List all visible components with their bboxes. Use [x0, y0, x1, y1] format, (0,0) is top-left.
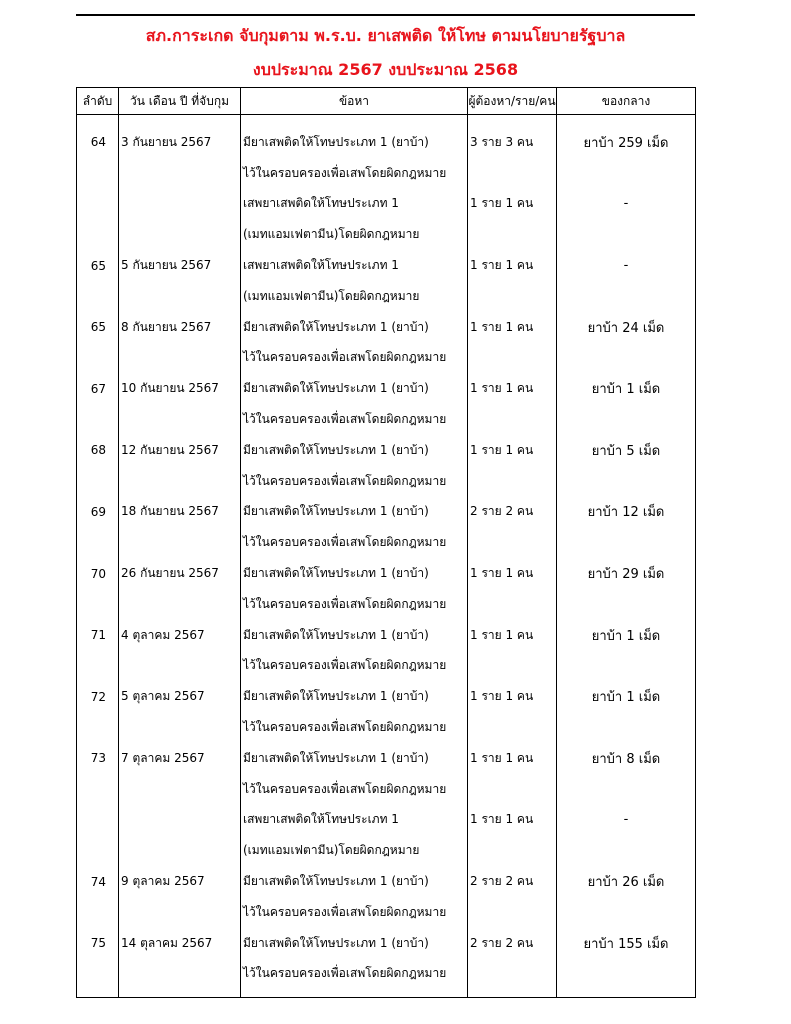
cell-charge: เสพยาเสพติดให้โทษประเภท 1	[241, 189, 468, 220]
cell-no	[77, 466, 119, 497]
cell-charge: ไว้ในครอบครองเพื่อเสพโดยผิดกฎหมาย	[241, 712, 468, 743]
cell-date	[119, 343, 241, 374]
cell-evidence	[557, 897, 696, 928]
cell-evidence	[557, 158, 696, 189]
cell-no	[77, 404, 119, 435]
cell-count	[468, 774, 557, 805]
cell-date	[119, 835, 241, 866]
cell-count	[468, 897, 557, 928]
cell-count	[468, 835, 557, 866]
table-row	[77, 189, 696, 220]
cell-date: 10 กันยายน 2567	[119, 373, 241, 404]
cell-charge: เสพยาเสพติดให้โทษประเภท 1	[241, 250, 468, 281]
cell-no: 67	[77, 373, 119, 404]
table-row	[77, 435, 696, 466]
table-row	[77, 712, 696, 743]
table-row	[77, 959, 696, 990]
cell-count	[468, 589, 557, 620]
cell-charge: มียาเสพติดให้โทษประเภท 1 (ยาบ้า)	[241, 681, 468, 712]
cell-count: 2 ราย 2 คน	[468, 497, 557, 528]
cell-charge: ไว้ในครอบครองเพื่อเสพโดยผิดกฎหมาย	[241, 959, 468, 990]
table-row	[77, 497, 696, 528]
cell-charge: มียาเสพติดให้โทษประเภท 1 (ยาบ้า)	[241, 743, 468, 774]
cell-count	[468, 959, 557, 990]
table-row	[77, 312, 696, 343]
table-row	[77, 404, 696, 435]
cell-count: 1 ราย 1 คน	[468, 435, 557, 466]
cell-count: 3 ราย 3 คน	[468, 127, 557, 158]
cell-no	[77, 281, 119, 312]
cell-date	[119, 158, 241, 189]
cell-evidence	[557, 281, 696, 312]
cell-charge: มียาเสพติดให้โทษประเภท 1 (ยาบ้า)	[241, 312, 468, 343]
cell-no	[77, 897, 119, 928]
cell-no: 68	[77, 435, 119, 466]
cell-evidence	[557, 959, 696, 990]
cell-no	[77, 589, 119, 620]
cell-date	[119, 281, 241, 312]
table-body	[77, 115, 696, 998]
table-row	[77, 527, 696, 558]
cell-no: 72	[77, 681, 119, 712]
cell-evidence	[557, 712, 696, 743]
arrest-table	[76, 87, 696, 998]
cell-no: 65	[77, 250, 119, 281]
table-row	[77, 558, 696, 589]
column-header-no: ลำดับ	[77, 88, 119, 115]
table-row	[77, 466, 696, 497]
page-subtitle: งบประมาณ 2567 งบประมาณ 2568	[252, 60, 519, 79]
cell-charge: ไว้ในครอบครองเพื่อเสพโดยผิดกฎหมาย	[241, 651, 468, 682]
cell-no: 71	[77, 620, 119, 651]
cell-no	[77, 712, 119, 743]
cell-count: 2 ราย 2 คน	[468, 928, 557, 959]
cell-date	[119, 651, 241, 682]
table-row	[77, 681, 696, 712]
cell-date	[119, 805, 241, 836]
cell-evidence	[557, 774, 696, 805]
cell-date	[119, 959, 241, 990]
cell-date: 26 กันยายน 2567	[119, 558, 241, 589]
cell-charge: ไว้ในครอบครองเพื่อเสพโดยผิดกฎหมาย	[241, 466, 468, 497]
column-header-charge: ข้อหา	[241, 88, 468, 115]
cell-no: 70	[77, 558, 119, 589]
cell-date: 8 กันยายน 2567	[119, 312, 241, 343]
table-top-padding	[77, 115, 696, 128]
table-row	[77, 343, 696, 374]
cell-count	[468, 527, 557, 558]
cell-count	[468, 712, 557, 743]
table-row	[77, 250, 696, 281]
table-row	[77, 866, 696, 897]
cell-date	[119, 589, 241, 620]
cell-no: 64	[77, 127, 119, 158]
cell-evidence	[557, 527, 696, 558]
cell-charge: ไว้ในครอบครองเพื่อเสพโดยผิดกฎหมาย	[241, 158, 468, 189]
cell-charge: (เมทแอมเฟตามีน)โดยผิดกฎหมาย	[241, 219, 468, 250]
cell-charge: มียาเสพติดให้โทษประเภท 1 (ยาบ้า)	[241, 928, 468, 959]
cell-no: 74	[77, 866, 119, 897]
cell-charge: มียาเสพติดให้โทษประเภท 1 (ยาบ้า)	[241, 558, 468, 589]
cell-no	[77, 158, 119, 189]
cell-evidence	[557, 466, 696, 497]
cell-count	[468, 343, 557, 374]
cell-evidence: -	[557, 250, 696, 281]
cell-no	[77, 343, 119, 374]
cell-count	[468, 404, 557, 435]
page-title: สภ.การะเกด จับกุมตาม พ.ร.บ. ยาเสพติด ให้โทษ ตามนโยบายรัฐบาล	[145, 26, 626, 45]
cell-no: 69	[77, 497, 119, 528]
cell-charge: มียาเสพติดให้โทษประเภท 1 (ยาบ้า)	[241, 497, 468, 528]
cell-date	[119, 712, 241, 743]
cell-no: 65	[77, 312, 119, 343]
cell-evidence: ยาบ้า 29 เม็ด	[557, 558, 696, 589]
table-header-row	[77, 88, 696, 115]
cell-evidence	[557, 589, 696, 620]
cell-evidence: ยาบ้า 24 เม็ด	[557, 312, 696, 343]
table-row	[77, 928, 696, 959]
cell-date: 5 ตุลาคม 2567	[119, 681, 241, 712]
table-row	[77, 281, 696, 312]
cell-count: 1 ราย 1 คน	[468, 189, 557, 220]
cell-no	[77, 805, 119, 836]
table-row	[77, 774, 696, 805]
cell-charge: เสพยาเสพติดให้โทษประเภท 1	[241, 805, 468, 836]
cell-charge: มียาเสพติดให้โทษประเภท 1 (ยาบ้า)	[241, 620, 468, 651]
top-rule	[76, 14, 695, 16]
cell-count: 1 ราย 1 คน	[468, 373, 557, 404]
cell-no	[77, 835, 119, 866]
cell-charge: ไว้ในครอบครองเพื่อเสพโดยผิดกฎหมาย	[241, 897, 468, 928]
cell-count	[468, 651, 557, 682]
cell-count	[468, 281, 557, 312]
cell-date	[119, 774, 241, 805]
cell-count: 1 ราย 1 คน	[468, 743, 557, 774]
cell-date: 9 ตุลาคม 2567	[119, 866, 241, 897]
cell-count	[468, 219, 557, 250]
cell-evidence	[557, 219, 696, 250]
cell-date: 4 ตุลาคม 2567	[119, 620, 241, 651]
cell-no	[77, 959, 119, 990]
cell-charge: (เมทแอมเฟตามีน)โดยผิดกฎหมาย	[241, 281, 468, 312]
cell-date	[119, 897, 241, 928]
table-row	[77, 805, 696, 836]
cell-evidence: ยาบ้า 8 เม็ด	[557, 743, 696, 774]
cell-evidence: ยาบ้า 26 เม็ด	[557, 866, 696, 897]
table-row	[77, 373, 696, 404]
cell-date: 14 ตุลาคม 2567	[119, 928, 241, 959]
cell-date	[119, 219, 241, 250]
cell-no: 73	[77, 743, 119, 774]
cell-count	[468, 158, 557, 189]
cell-count: 1 ราย 1 คน	[468, 558, 557, 589]
cell-evidence: ยาบ้า 259 เม็ด	[557, 127, 696, 158]
column-header-date: วัน เดือน ปี ที่จับกุม	[119, 88, 241, 115]
cell-no: 75	[77, 928, 119, 959]
cell-no	[77, 189, 119, 220]
cell-count: 1 ราย 1 คน	[468, 805, 557, 836]
cell-charge: มียาเสพติดให้โทษประเภท 1 (ยาบ้า)	[241, 866, 468, 897]
table-row	[77, 589, 696, 620]
cell-no	[77, 527, 119, 558]
cell-count: 1 ราย 1 คน	[468, 620, 557, 651]
table-row	[77, 897, 696, 928]
cell-charge: ไว้ในครอบครองเพื่อเสพโดยผิดกฎหมาย	[241, 589, 468, 620]
cell-evidence: ยาบ้า 5 เม็ด	[557, 435, 696, 466]
cell-charge: ไว้ในครอบครองเพื่อเสพโดยผิดกฎหมาย	[241, 343, 468, 374]
table-row	[77, 219, 696, 250]
cell-count: 1 ราย 1 คน	[468, 250, 557, 281]
cell-date	[119, 527, 241, 558]
table-row	[77, 127, 696, 158]
cell-count: 1 ราย 1 คน	[468, 312, 557, 343]
cell-charge: ไว้ในครอบครองเพื่อเสพโดยผิดกฎหมาย	[241, 527, 468, 558]
cell-charge: (เมทแอมเฟตามีน)โดยผิดกฎหมาย	[241, 835, 468, 866]
table-row	[77, 620, 696, 651]
cell-evidence: -	[557, 189, 696, 220]
cell-charge: ไว้ในครอบครองเพื่อเสพโดยผิดกฎหมาย	[241, 774, 468, 805]
cell-evidence	[557, 343, 696, 374]
table-row	[77, 743, 696, 774]
cell-evidence: ยาบ้า 155 เม็ด	[557, 928, 696, 959]
cell-date	[119, 466, 241, 497]
cell-charge: มียาเสพติดให้โทษประเภท 1 (ยาบ้า)	[241, 373, 468, 404]
table-row	[77, 651, 696, 682]
cell-evidence	[557, 651, 696, 682]
cell-date: 7 ตุลาคม 2567	[119, 743, 241, 774]
cell-count: 1 ราย 1 คน	[468, 681, 557, 712]
cell-date	[119, 404, 241, 435]
table-row	[77, 158, 696, 189]
cell-evidence: -	[557, 805, 696, 836]
cell-charge: มียาเสพติดให้โทษประเภท 1 (ยาบ้า)	[241, 435, 468, 466]
cell-charge: ไว้ในครอบครองเพื่อเสพโดยผิดกฎหมาย	[241, 404, 468, 435]
cell-no	[77, 219, 119, 250]
cell-evidence: ยาบ้า 1 เม็ด	[557, 373, 696, 404]
cell-evidence: ยาบ้า 12 เม็ด	[557, 497, 696, 528]
table-row	[77, 835, 696, 866]
column-header-item: ของกลาง	[557, 88, 696, 115]
cell-date	[119, 189, 241, 220]
cell-count	[468, 466, 557, 497]
cell-date: 5 กันยายน 2567	[119, 250, 241, 281]
table-bottom-padding	[77, 989, 696, 998]
cell-no	[77, 651, 119, 682]
cell-evidence	[557, 835, 696, 866]
cell-date: 12 กันยายน 2567	[119, 435, 241, 466]
cell-no	[77, 774, 119, 805]
cell-date: 3 กันยายน 2567	[119, 127, 241, 158]
cell-date: 18 กันยายน 2567	[119, 497, 241, 528]
cell-charge: มียาเสพติดให้โทษประเภท 1 (ยาบ้า)	[241, 127, 468, 158]
cell-evidence: ยาบ้า 1 เม็ด	[557, 620, 696, 651]
cell-count: 2 ราย 2 คน	[468, 866, 557, 897]
column-header-count: ผู้ต้องหา/ราย/คน	[468, 88, 557, 115]
cell-evidence	[557, 404, 696, 435]
cell-evidence: ยาบ้า 1 เม็ด	[557, 681, 696, 712]
